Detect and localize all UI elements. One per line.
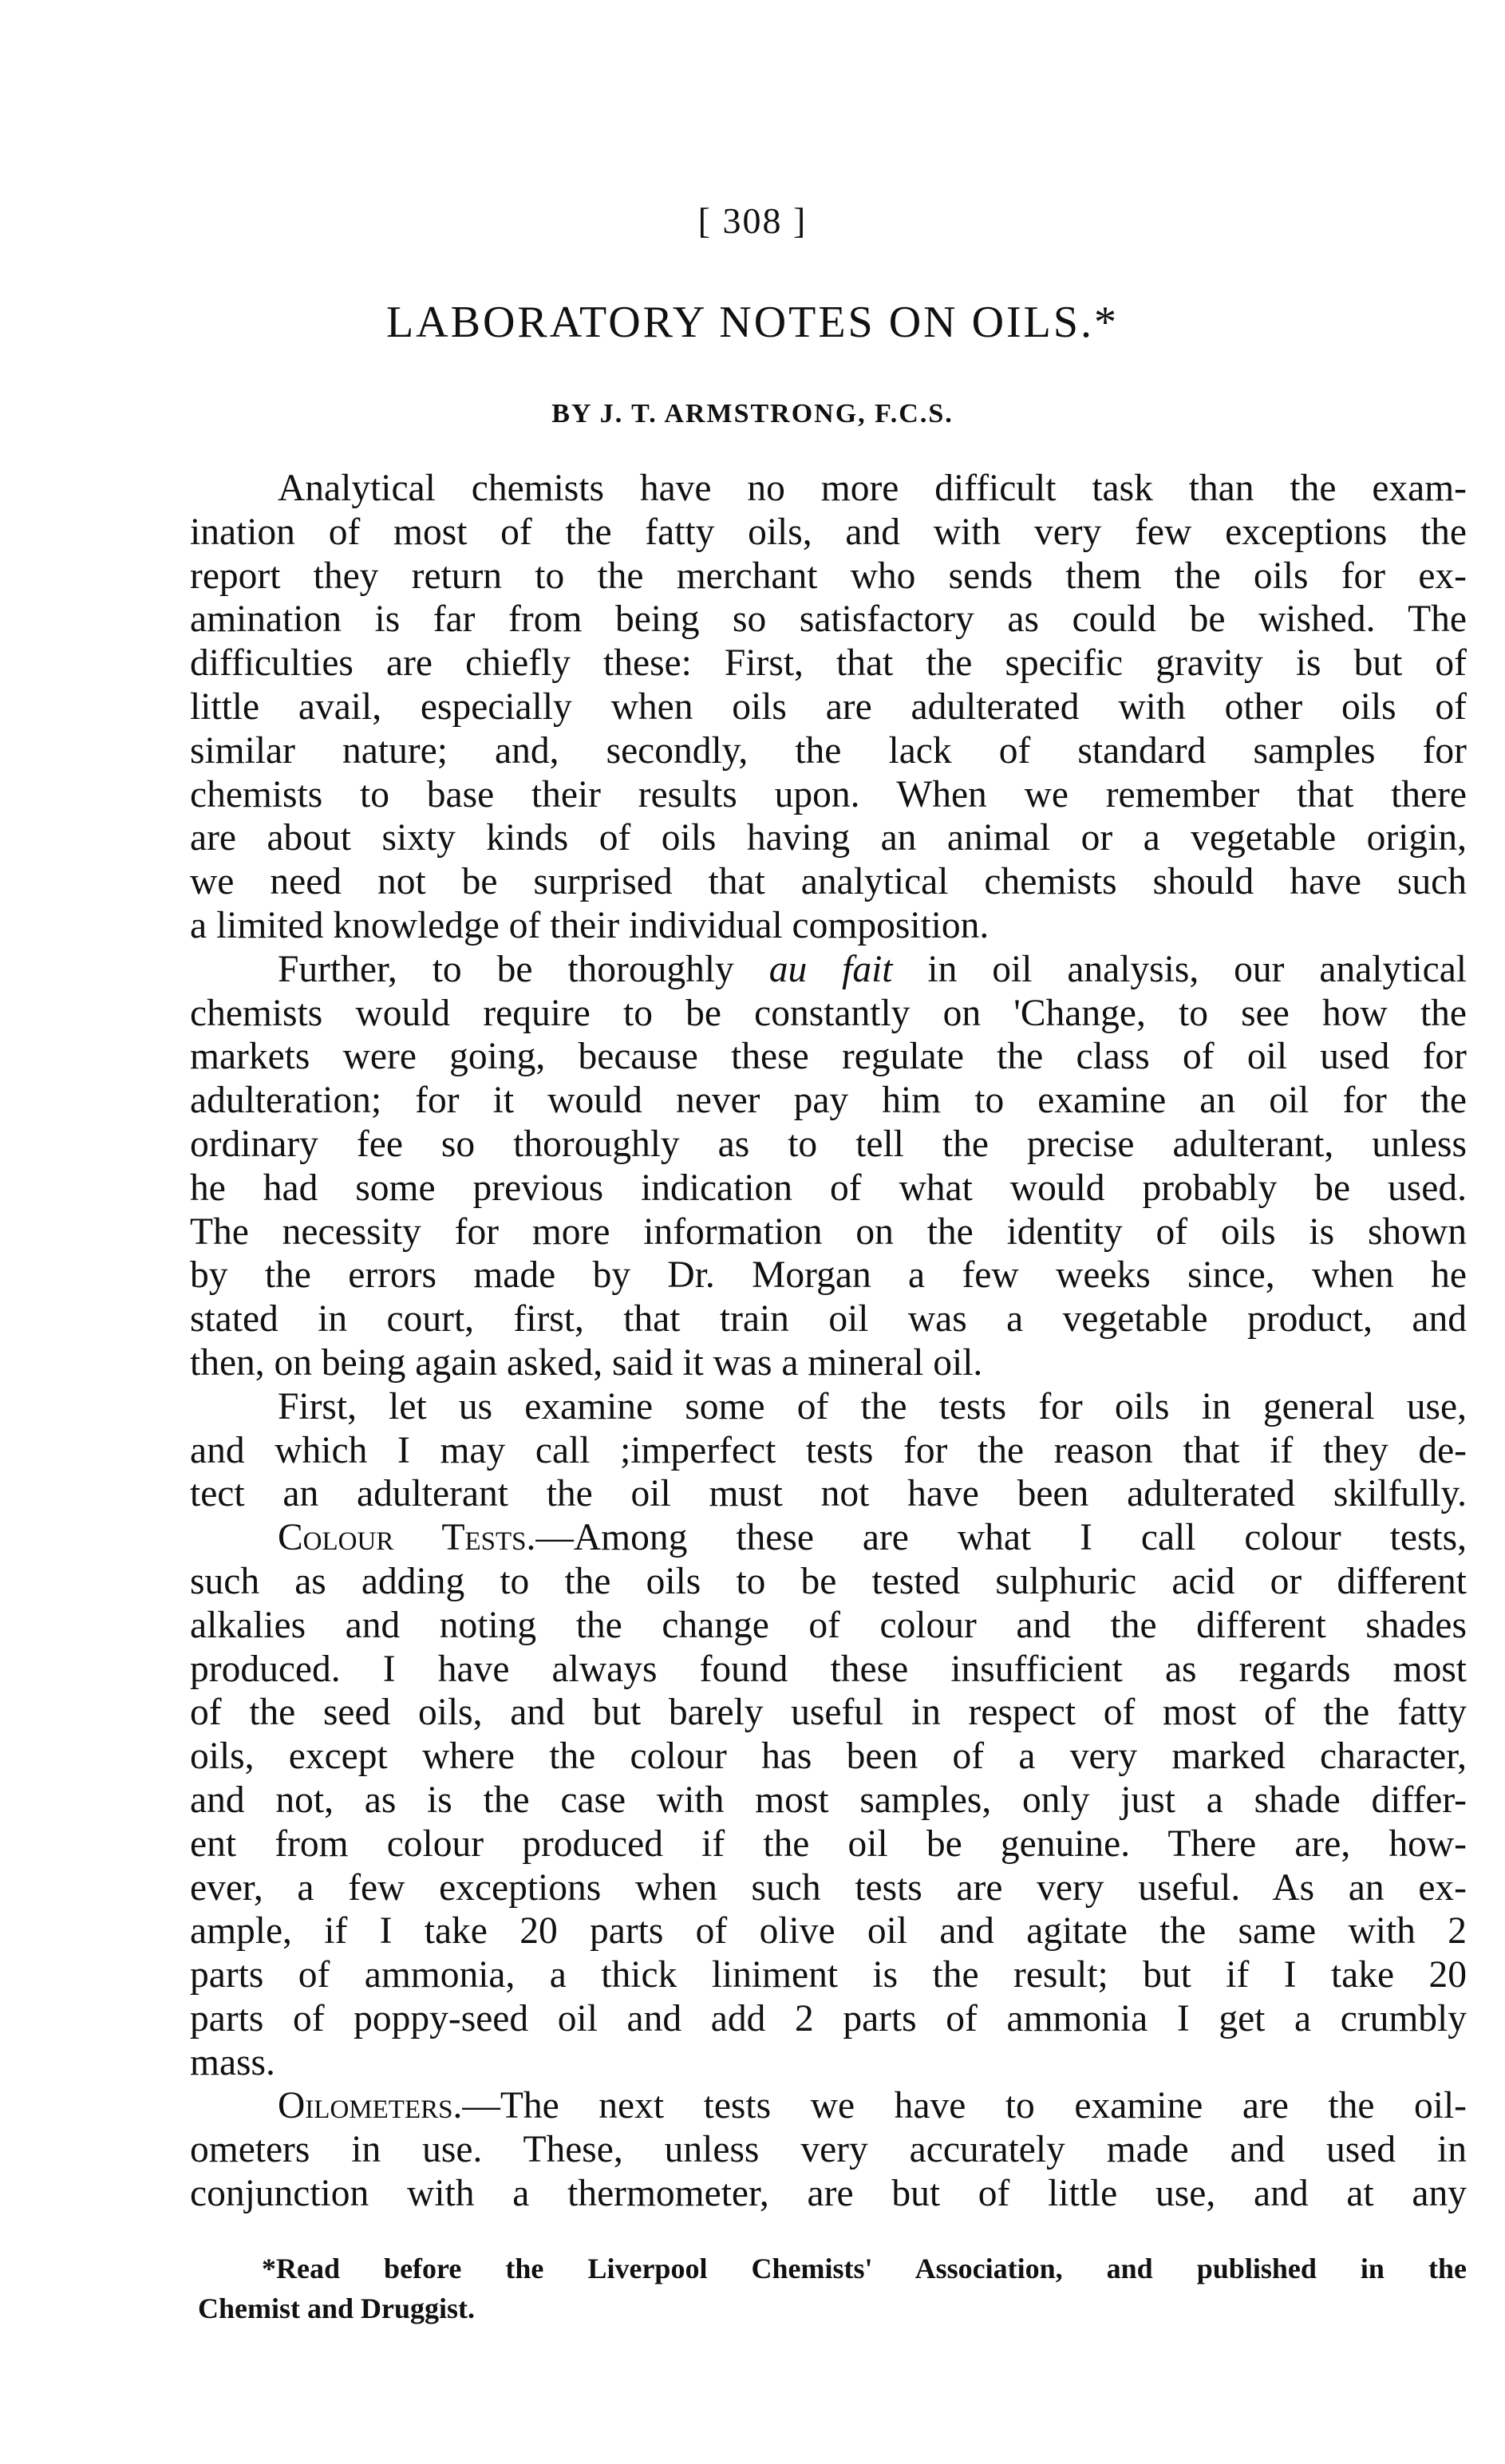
text-line: by the errors made by Dr. Morgan a few weeks since, when he bbox=[190, 1254, 1467, 1297]
text-line: The necessity for more information on the identity of oils is shown bbox=[190, 1210, 1467, 1253]
text-line: adulteration; for it would never pay him to examine an oil for the bbox=[190, 1080, 1467, 1122]
text-line: parts of ammonia, a thick liniment is the result; but if I take 20 bbox=[190, 1954, 1467, 1996]
text-line: a limited knowledge of their individual composition. bbox=[190, 904, 990, 946]
text-span: —Among these are what I call colour tests, bbox=[535, 1517, 1467, 1559]
text-line: ination of most of the fatty oils, and with very few exceptions the bbox=[190, 511, 1467, 553]
text-line: oils, except where the colour has been of a very marked character, bbox=[190, 1735, 1467, 1778]
text-line: are about sixty kinds of oils having an animal or a vegetable origin, bbox=[190, 817, 1467, 859]
footnote bbox=[198, 2249, 1467, 2328]
text-line: First, let us examine some of the tests for oils in general use, bbox=[278, 1385, 1467, 1427]
italic-phrase: au fait bbox=[768, 948, 893, 990]
text-line bbox=[190, 948, 1467, 992]
footnote-line: *Read before the Liverpool Chemists' Association, and published in the bbox=[262, 2253, 1467, 2284]
text-line: we need not be surprised that analytical chemists should have such bbox=[190, 861, 1467, 903]
text-line: ample, if I take 20 parts of olive oil and agitate the same with 2 bbox=[190, 1910, 1467, 1953]
text-line bbox=[190, 2084, 1467, 2128]
paragraph-2 bbox=[190, 948, 1467, 1385]
paragraph-3 bbox=[190, 1385, 1467, 1516]
section-heading: Colour Tests. bbox=[278, 1517, 536, 1559]
text-line: conjunction with a thermometer, are but of little use, and at any bbox=[190, 2173, 1467, 2215]
paragraph-oilometers bbox=[190, 2084, 1467, 2215]
paragraph-1 bbox=[190, 467, 1467, 948]
text-line: he had some previous indication of what would probably be used. bbox=[190, 1167, 1467, 1209]
text-line: chemists would require to be constantly on 'Change, to see how the bbox=[190, 992, 1467, 1034]
text-line: produced. I have always found these insufficient as regards most bbox=[190, 1648, 1467, 1690]
text-line: chemists to base their results upon. When we remember that there bbox=[190, 773, 1467, 815]
text-span: Further, to be thoroughly bbox=[278, 948, 769, 990]
article-title: LABORATORY NOTES ON OILS.* bbox=[385, 298, 1120, 347]
text-line: tect an adulterant the oil must not have been adulterated skilfully. bbox=[190, 1473, 1467, 1515]
text-line: report they return to the merchant who sends them the oils for ex- bbox=[190, 555, 1467, 597]
section-heading: Oilometers. bbox=[278, 2085, 463, 2127]
text-line: markets were going, because these regulate the class of oil used for bbox=[190, 1036, 1467, 1078]
article-body bbox=[190, 467, 1467, 2216]
text-line: and not, as is the case with most samples, only just a shade differ- bbox=[190, 1779, 1467, 1821]
text-line: such as adding to the oils to be tested sulphuric acid or different bbox=[190, 1560, 1467, 1602]
text-line: ever, a few exceptions when such tests are very useful. As an ex- bbox=[190, 1866, 1467, 1909]
text-line bbox=[190, 1516, 1467, 1560]
text-span: —The next tests we have to examine are the oil- bbox=[462, 2085, 1467, 2127]
text-line: then, on being again asked, said it was a mineral oil. bbox=[190, 1341, 983, 1384]
text-line: ent from colour produced if the oil be genuine. There are, how- bbox=[190, 1822, 1467, 1865]
text-line: parts of poppy-seed oil and add 2 parts of ammonia I get a crumbly bbox=[190, 1997, 1467, 2040]
text-line: amination is far from being so satisfactory as could be wished. The bbox=[190, 598, 1467, 641]
text-line: alkalies and noting the change of colour and the different shades bbox=[190, 1604, 1467, 1646]
author-byline: BY J. T. ARMSTRONG, F.C.S. bbox=[551, 399, 954, 428]
text-line: of the seed oils, and but barely useful in respect of most of the fatty bbox=[190, 1692, 1467, 1734]
text-line: similar nature; and, secondly, the lack of standard samples for bbox=[190, 729, 1467, 772]
paragraph-colour-tests bbox=[190, 1516, 1467, 2084]
text-line: and which I may call ;imperfect tests for the reason that if they de- bbox=[190, 1429, 1467, 1471]
text-line: ometers in use. These, unless very accurately made and used in bbox=[190, 2129, 1467, 2171]
text-line: difficulties are chiefly these: First, that the specific gravity is but of bbox=[190, 642, 1467, 685]
text-line: ordinary fee so thoroughly as to tell the precise adulterant, unless bbox=[190, 1123, 1467, 1165]
text-line: mass. bbox=[190, 2041, 275, 2083]
text-line: Analytical chemists have no more difficult task than the exam- bbox=[278, 468, 1467, 509]
footnote-line: Chemist and Druggist. bbox=[198, 2292, 476, 2324]
text-line: little avail, especially when oils are adulterated with other oils of bbox=[190, 685, 1467, 728]
text-line: stated in court, first, that train oil was a vegetable product, and bbox=[190, 1298, 1467, 1341]
page-number: [ 308 ] bbox=[697, 200, 808, 241]
text-span: in oil analysis, our analytical bbox=[892, 948, 1467, 990]
